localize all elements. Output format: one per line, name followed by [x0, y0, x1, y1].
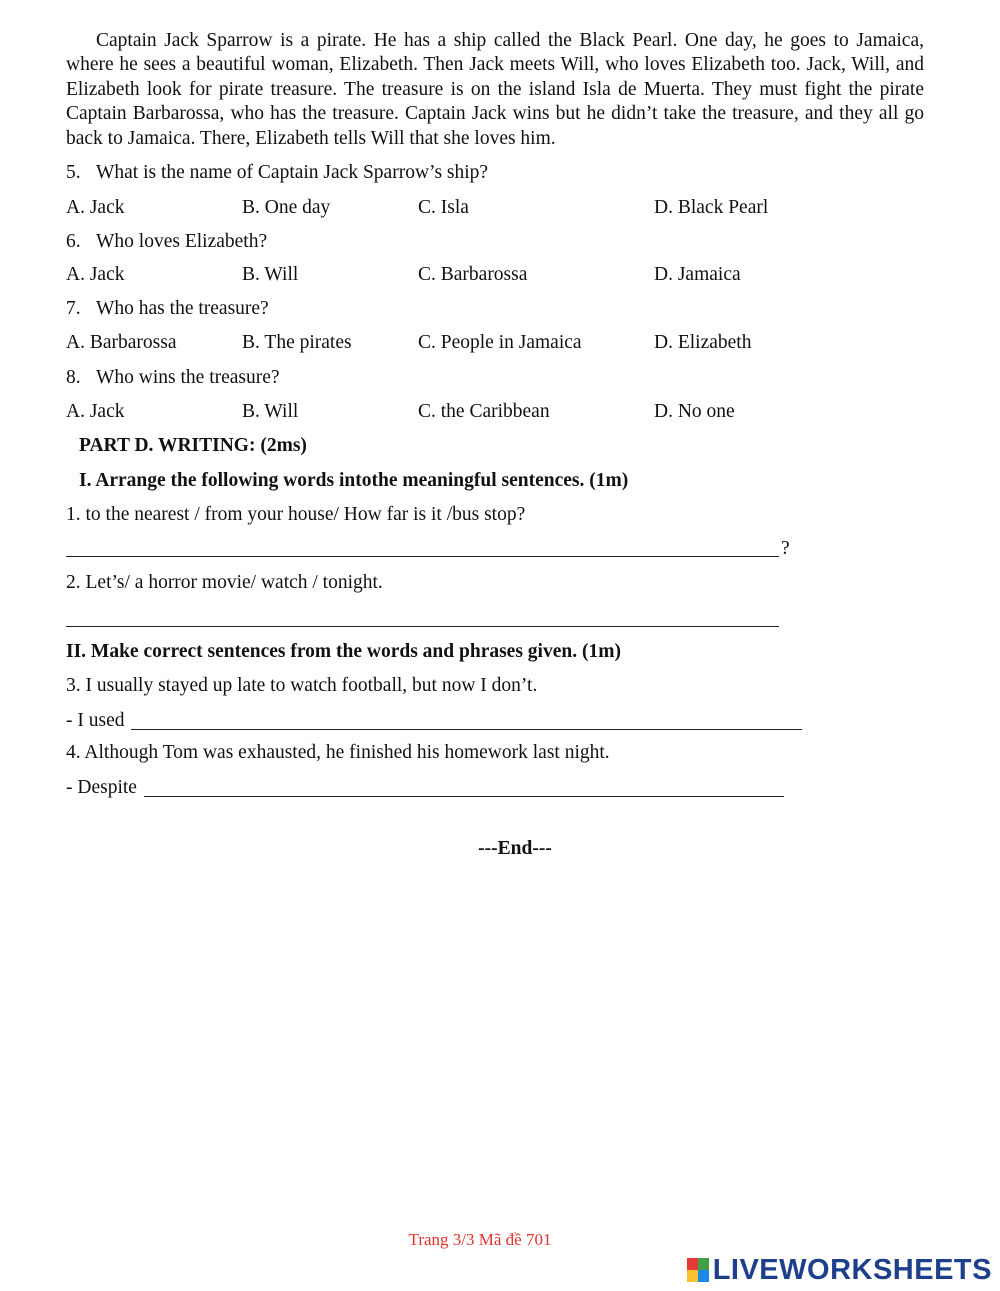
answer-line-3[interactable]: [131, 729, 802, 730]
option-6d[interactable]: D. Jamaica: [654, 264, 741, 285]
rewrite-prompt-4: - Despite: [66, 777, 137, 798]
option-5d[interactable]: D. Black Pearl: [654, 197, 769, 218]
question-8: [66, 366, 280, 390]
answer-line-1-end-mark: ?: [781, 538, 790, 559]
question-number: 8.: [66, 367, 81, 388]
brand-name: LIVEWORKSHEETS: [712, 1253, 992, 1286]
answer-line-1[interactable]: [66, 556, 779, 557]
option-5c[interactable]: C. Isla: [418, 197, 469, 218]
arrange-item-1: 1. to the nearest / from your house/ How far is it /bus stop?: [66, 504, 526, 525]
option-7a[interactable]: A. Barbarossa: [66, 332, 177, 353]
question-text: Who wins the treasure?: [96, 367, 280, 388]
liveworksheets-brand: [687, 1252, 992, 1288]
question-text: What is the name of Captain Jack Sparrow’s ship?: [96, 162, 489, 183]
answer-line-4[interactable]: [144, 796, 784, 797]
liveworksheets-logo-icon: [687, 1258, 709, 1282]
question-text: Who has the treasure?: [96, 298, 269, 319]
option-7b[interactable]: B. The pirates: [242, 332, 352, 353]
question-7: [66, 297, 269, 321]
section-1-heading: I. Arrange the following words intothe meaningful sentences. (1m): [79, 470, 629, 491]
option-8b[interactable]: B. Will: [242, 401, 299, 422]
question-number: 7.: [66, 298, 81, 319]
end-marker: ---End---: [478, 838, 552, 859]
option-8d[interactable]: D. No one: [654, 401, 735, 422]
page-footer: Trang 3/3 Mã đề 701: [408, 1230, 552, 1249]
question-6: [66, 230, 267, 254]
question-number: 6.: [66, 231, 81, 252]
reading-passage: Captain Jack Sparrow is a pirate. He has a ship called the Black Pearl. One day, he goes to Jamaica, where he sees a beautiful woman, Elizabeth. Then Jack meets Will, who loves Elizabeth too. Jack, Will, and Elizabeth look for pirate treasure. The treasure is on the island Isla de Muerta. They must fight the pirate Captain Barbarossa, who has the treasure. Captain Jack wins but he didn’t take the treasure, and they all go back to Jamaica. There, Elizabeth tells Will that she loves him.: [66, 30, 924, 149]
option-6b[interactable]: B. Will: [242, 264, 299, 285]
answer-line-2[interactable]: [66, 626, 779, 627]
option-5a[interactable]: A. Jack: [66, 197, 125, 218]
question-number: 5.: [66, 162, 81, 183]
option-8c[interactable]: C. the Caribbean: [418, 401, 550, 422]
option-8a[interactable]: A. Jack: [66, 401, 125, 422]
option-7c[interactable]: C. People in Jamaica: [418, 332, 582, 353]
question-text: Who loves Elizabeth?: [96, 231, 268, 252]
rewrite-prompt-3: - I used: [66, 710, 125, 731]
part-d-heading: PART D. WRITING: (2ms): [79, 435, 307, 456]
rewrite-item-3: 3. I usually stayed up late to watch football, but now I don’t.: [66, 675, 538, 696]
rewrite-item-4: 4. Although Tom was exhausted, he finished his homework last night.: [66, 742, 610, 763]
option-7d[interactable]: D. Elizabeth: [654, 332, 752, 353]
option-5b[interactable]: B. One day: [242, 197, 331, 218]
section-2-heading: II. Make correct sentences from the words and phrases given. (1m): [66, 641, 621, 662]
arrange-item-2: 2. Let’s/ a horror movie/ watch / tonight.: [66, 572, 383, 593]
option-6c[interactable]: C. Barbarossa: [418, 264, 528, 285]
option-6a[interactable]: A. Jack: [66, 264, 125, 285]
question-5: [66, 161, 488, 185]
